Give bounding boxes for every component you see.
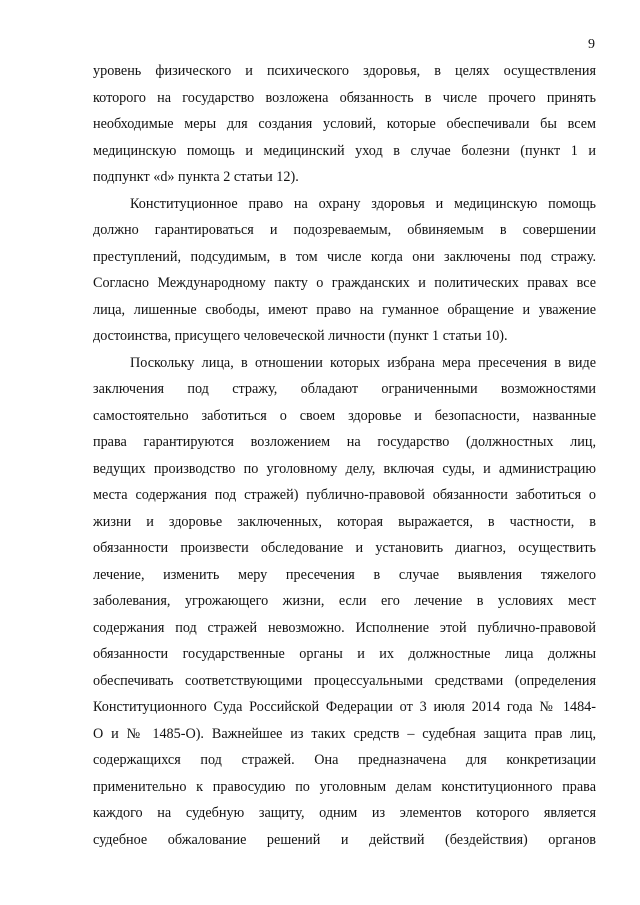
- text-line: содержащихся под стражей. Она предназначена для конкретизации: [93, 752, 596, 768]
- text-line: Конституционного Суда Российской Федерации от 3 июля 2014 года № 1484-: [93, 699, 596, 715]
- text-line: которого на государство возложена обязанность в числе прочего принять: [93, 89, 596, 106]
- text-line: обязанности произвести обследование и установить диагноз, осуществить: [93, 540, 596, 556]
- text-line: жизни и здоровье заключенных, которая выражается, в частности, в: [93, 513, 596, 530]
- text-line: заключения под стражу, обладают ограниченными возможностями: [93, 381, 596, 397]
- text-line: лица, лишенные свободы, имеют право на гуманное обращение и уважение: [93, 301, 596, 318]
- text-line: применительно к правосудию по уголовным делам конституционного права: [93, 778, 596, 795]
- text-line: права гарантируются возложением на государство (должностных лиц,: [93, 434, 596, 450]
- text-line: необходимые меры для создания условий, которые обеспечивали бы всем: [93, 116, 596, 132]
- text-line: самостоятельно заботиться о своем здоровье и безопасности, названные: [93, 407, 596, 424]
- page-number: 9: [588, 37, 595, 52]
- text-line: лечение, изменить меру пресечения в случае выявления тяжелого: [93, 566, 596, 583]
- text-line: О и № 1485-О). Важнейшее из таких средств – судебная защита прав лиц,: [93, 725, 596, 742]
- body-text: [93, 58, 596, 853]
- text-line: медицинскую помощь и медицинский уход в случае болезни (пункт 1 и: [93, 142, 596, 159]
- text-line: обеспечивать соответствующими процессуальными средствами (определения: [93, 672, 596, 689]
- text-line: заболевания, угрожающего жизни, если его лечение в условиях мест: [93, 593, 596, 609]
- text-line: судебное обжалование решений и действий (бездействия) органов: [93, 831, 596, 848]
- text-line: достоинства, присущего человеческой личности (пункт 1 статьи 10).: [93, 328, 508, 344]
- text-line: Поскольку лица, в отношении которых избрана мера пресечения в виде: [130, 354, 596, 371]
- text-line: Конституционное право на охрану здоровья и медицинскую помощь: [130, 195, 596, 212]
- text-line: подпункт «d» пункта 2 статьи 12).: [93, 169, 299, 185]
- text-line: Согласно Международному пакту о гражданских и политических правах все: [93, 275, 596, 291]
- text-line: обязанности государственные органы и их должностные лица должны: [93, 646, 596, 662]
- text-line: преступлений, подсудимым, в том числе когда они заключены под стражу.: [93, 248, 596, 265]
- text-line: ведущих производство по уголовному делу, включая суды, и администрацию: [93, 460, 596, 477]
- text-line: уровень физического и психического здоровья, в целях осуществления: [93, 63, 596, 79]
- text-line: содержания под стражей невозможно. Исполнение этой публично-правовой: [93, 619, 596, 636]
- text-line: каждого на судебную защиту, одним из элементов которого является: [93, 805, 596, 821]
- text-line: должно гарантироваться и подозреваемым, обвиняемым в совершении: [93, 222, 596, 238]
- text-line: места содержания под стражей) публично-правовой обязанности заботиться о: [93, 487, 596, 503]
